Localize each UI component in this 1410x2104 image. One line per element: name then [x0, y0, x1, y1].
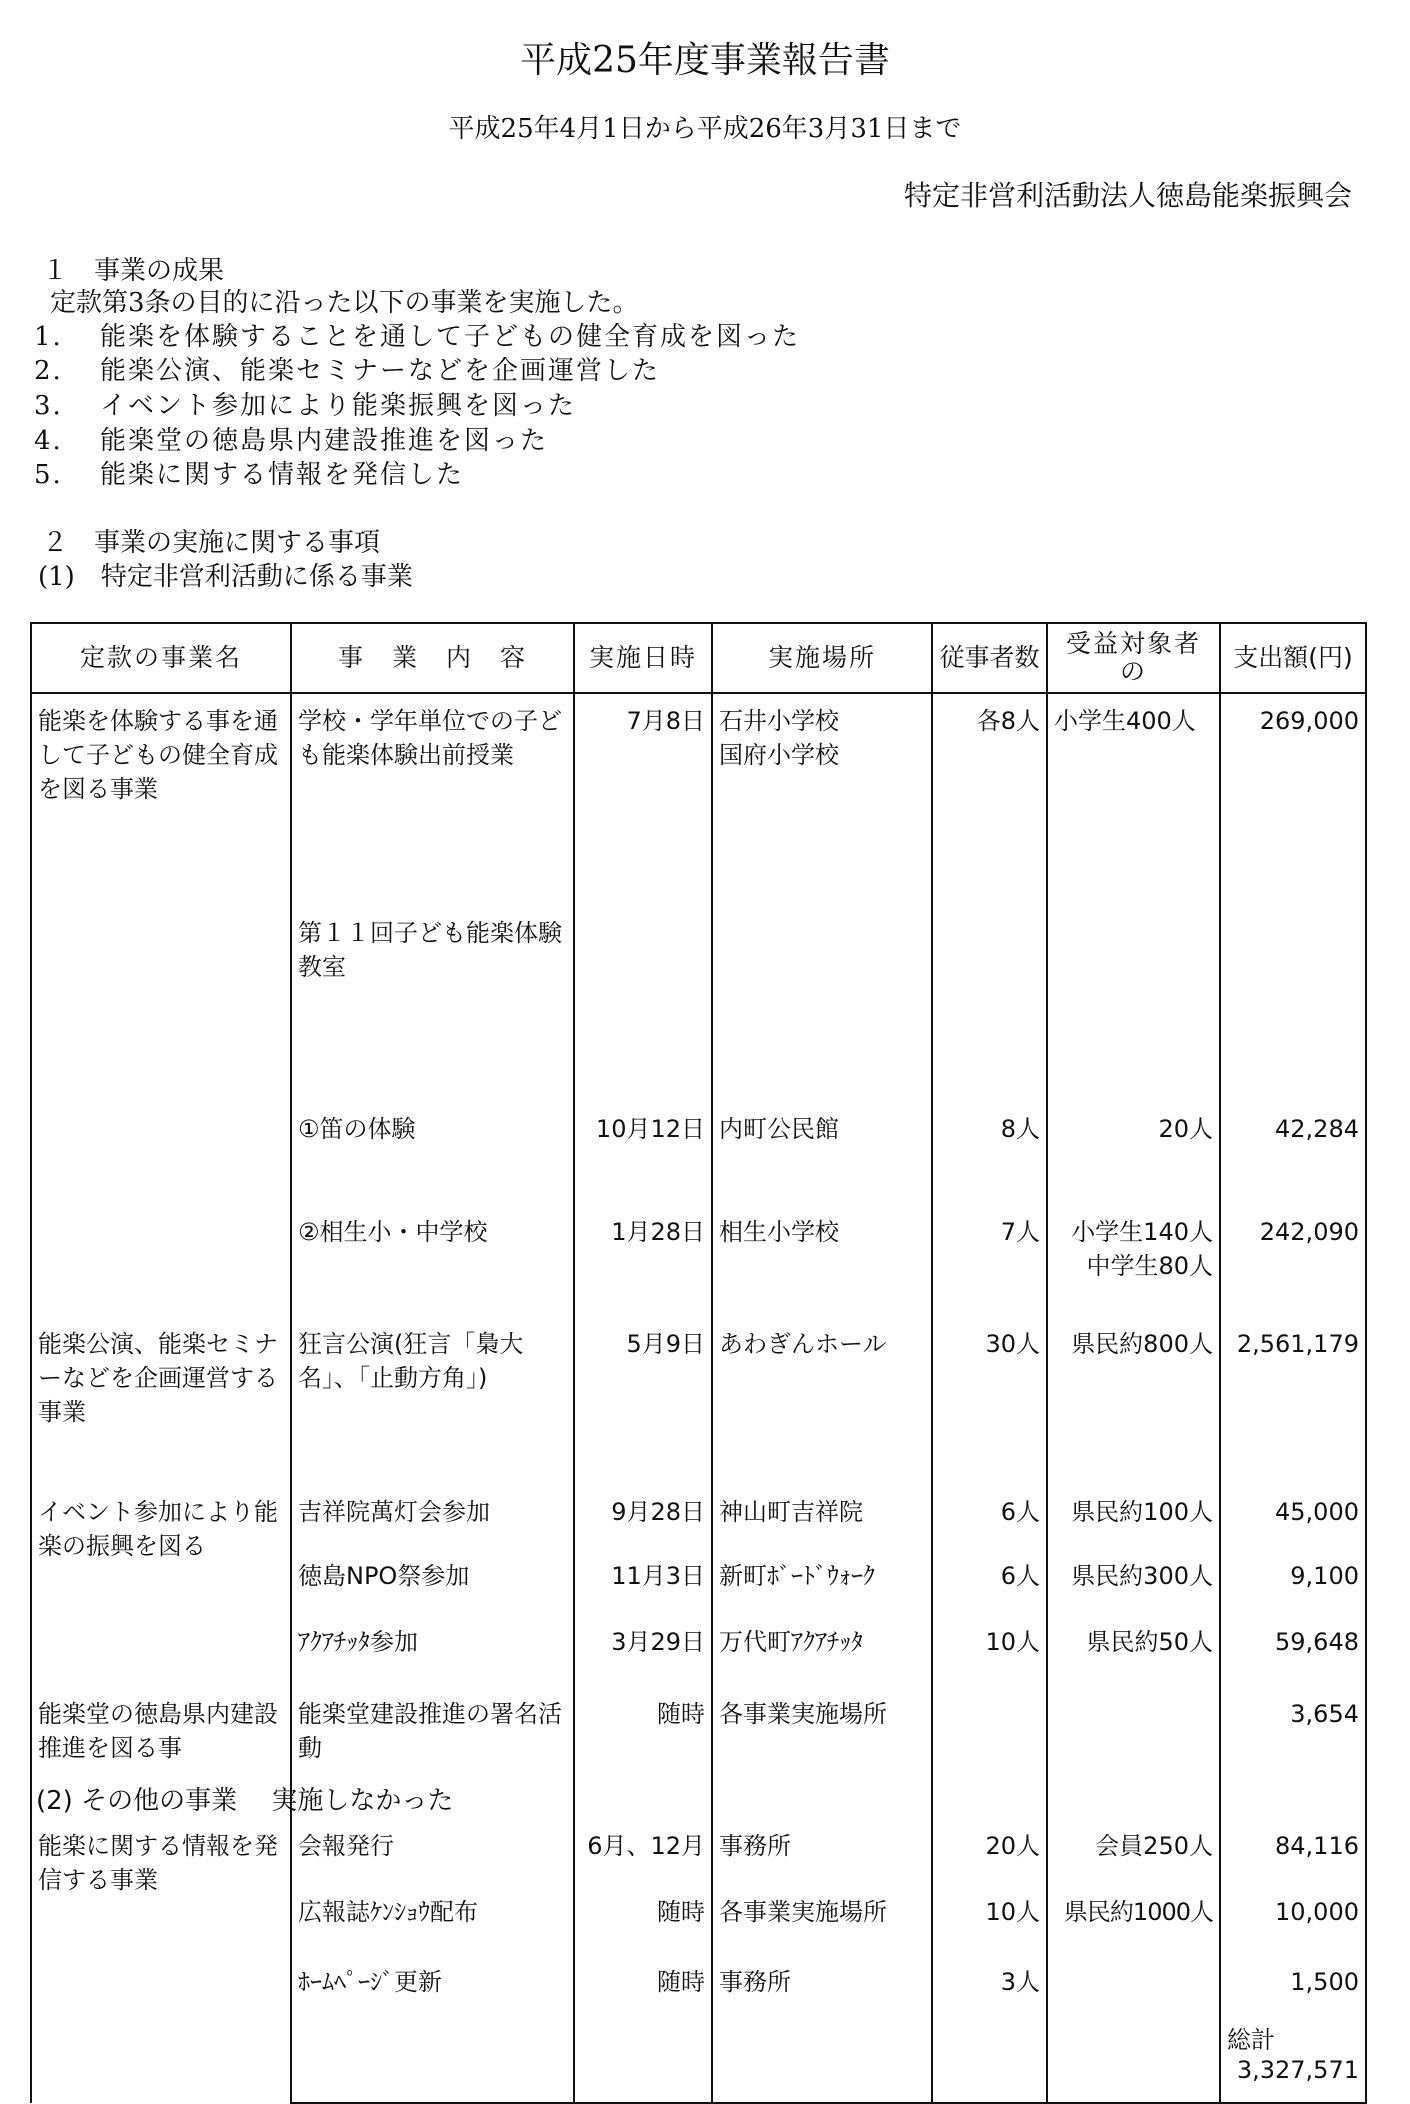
beneficiaries-cell — [1047, 1963, 1220, 2023]
beneficiaries-cell: 県民約800人 — [1047, 1325, 1220, 1493]
date-cell: 5月9日 — [574, 1325, 712, 1493]
staff-cell: 各8人 — [932, 693, 1047, 914]
content-cell: ②相生小・中学校 — [291, 1213, 574, 1325]
beneficiaries-cell: 小学生140人 中学生80人 — [1047, 1213, 1220, 1325]
place-cell: 万代町ｱｸｱﾁｯﾀ — [712, 1623, 932, 1695]
place-cell: 新町ﾎﾞｰﾄﾞｳｫｰｸ — [712, 1557, 932, 1623]
staff-cell: 30人 — [932, 1325, 1047, 1493]
header-date: 実施日時 — [574, 623, 712, 693]
date-cell: 随時 — [574, 1893, 712, 1963]
content-cell: ｱｸｱﾁｯﾀ参加 — [291, 1623, 574, 1695]
table-row — [31, 693, 1366, 914]
total-value: 3,327,571 — [1236, 2056, 1359, 2084]
cost-cell: 59,648 — [1220, 1623, 1366, 1695]
content-cell: 学校・学年単位での子ども能楽体験出前授業 — [291, 693, 574, 914]
staff-cell — [932, 1695, 1047, 1827]
staff-cell: 8人 — [932, 1110, 1047, 1213]
place-cell: 神山町吉祥院 — [712, 1493, 932, 1557]
staff-cell: 7人 — [932, 1213, 1047, 1325]
cost-cell: 2,561,179 — [1220, 1325, 1366, 1493]
staff-cell: 3人 — [932, 1963, 1047, 2023]
table-row — [31, 1827, 1366, 1893]
header-project-name: 定款の事業名 — [31, 623, 291, 693]
place-cell: 事務所 — [712, 1827, 932, 1893]
result-item: 4. 能楽堂の徳島県内建設推進を図った — [34, 426, 549, 456]
project-name: 能楽を体験する事を通して子どもの健全育成を図る事業 — [31, 693, 291, 1325]
cost-cell: 269,000 — [1220, 693, 1366, 914]
report-period: 平成25年4月1日から平成26年3月31日まで — [448, 114, 962, 144]
cost-cell: 42,284 — [1220, 1110, 1366, 1213]
staff-cell: 20人 — [932, 1827, 1047, 1893]
content-cell: 広報誌ｹﾝｼｮｳ配布 — [291, 1893, 574, 1963]
cost-cell: 84,116 — [1220, 1827, 1366, 1893]
total-label: 総計 — [1227, 2026, 1275, 2054]
cost-cell — [1220, 914, 1366, 1110]
result-item: 1. 能楽を体験することを通して子どもの健全育成を図った — [34, 322, 801, 352]
date-cell: 1月28日 — [574, 1213, 712, 1325]
staff-cell: 10人 — [932, 1893, 1047, 1963]
beneficiaries-cell: 小学生400人 — [1047, 693, 1220, 914]
beneficiaries-cell: 県民約100人 — [1047, 1493, 1220, 1557]
place-cell: 各事業実施場所 — [712, 1893, 932, 1963]
content-cell: 会報発行 — [291, 1827, 574, 1893]
cost-cell: 242,090 — [1220, 1213, 1366, 1325]
cost-cell: 1,500 — [1220, 1963, 1366, 2023]
section2-sub1: (1) 特定非営利活動に係る事業 — [38, 562, 413, 592]
staff-cell: 10人 — [932, 1623, 1047, 1695]
section1-intro: 定款第3条の目的に沿った以下の事業を実施した。 — [50, 288, 639, 318]
date-cell: 3月29日 — [574, 1623, 712, 1695]
header-staff: 従事者数 — [932, 623, 1047, 693]
section1-heading: １ 事業の成果 — [42, 256, 225, 286]
header-place: 実施場所 — [712, 623, 932, 693]
project-name: 能楽公演、能楽セミナーなどを企画運営する事業 — [31, 1325, 291, 1493]
beneficiaries-cell: 県民約300人 — [1047, 1557, 1220, 1623]
table-header-row — [31, 623, 1366, 693]
cost-cell: 9,100 — [1220, 1557, 1366, 1623]
section2-sub2: (2) その他の事業 実施しなかった — [36, 1786, 454, 1816]
content-cell: ①笛の体験 — [291, 1110, 574, 1213]
beneficiaries-cell — [1047, 1695, 1220, 1827]
date-cell: 11月3日 — [574, 1557, 712, 1623]
table-row — [31, 1325, 1366, 1493]
section2-heading: ２ 事業の実施に関する事項 — [42, 528, 381, 558]
content-cell: ﾎｰﾑﾍﾟｰｼﾞ更新 — [291, 1963, 574, 2023]
place-cell: 事務所 — [712, 1963, 932, 2023]
beneficiaries-cell — [1047, 914, 1220, 1110]
report-table — [30, 622, 1367, 2104]
beneficiaries-cell: 会員250人 — [1047, 1827, 1220, 1893]
date-cell: 7月8日 — [574, 693, 712, 914]
project-name: 能楽に関する情報を発信する事業 — [31, 1827, 291, 2103]
place-cell: あわぎんホール — [712, 1325, 932, 1493]
date-cell: 6月、12月 — [574, 1827, 712, 1893]
beneficiaries-cell: 県民約50人 — [1047, 1623, 1220, 1695]
place-cell: 石井小学校 国府小学校 — [712, 693, 932, 914]
date-cell: 随時 — [574, 1963, 712, 2023]
cost-cell: 3,654 — [1220, 1695, 1366, 1827]
staff-cell — [932, 914, 1047, 1110]
place-cell: 相生小学校 — [712, 1213, 932, 1325]
staff-cell: 6人 — [932, 1493, 1047, 1557]
project-name: イベント参加により能楽の振興を図る — [31, 1493, 291, 1695]
header-content: 事 業 内 容 — [291, 623, 574, 693]
result-item: 5. 能楽に関する情報を発信した — [34, 460, 465, 490]
date-cell: 9月28日 — [574, 1493, 712, 1557]
page-title: 平成25年度事業報告書 — [520, 40, 890, 81]
organization-name: 特定非営利活動法人徳島能楽振興会 — [903, 179, 1352, 212]
project-name: 能楽堂の徳島県内建設推進を図る事 — [31, 1695, 291, 1827]
header-beneficiaries: 受益対象者の — [1047, 623, 1220, 693]
content-cell: 第１１回子ども能楽体験教室 — [291, 914, 574, 1110]
date-cell: 10月12日 — [574, 1110, 712, 1213]
date-cell — [574, 914, 712, 1110]
place-cell — [712, 914, 932, 1110]
content-cell: 狂言公演(狂言「梟大名」、「止動方角」) — [291, 1325, 574, 1493]
header-cost: 支出額(円) — [1220, 623, 1366, 693]
content-cell: 吉祥院萬灯会参加 — [291, 1493, 574, 1557]
beneficiaries-cell: 県民約1000人 — [1047, 1893, 1220, 1963]
place-cell: 各事業実施場所 — [712, 1695, 932, 1827]
table-row — [31, 1493, 1366, 1557]
total-cell — [1220, 2023, 1366, 2103]
staff-cell: 6人 — [932, 1557, 1047, 1623]
place-cell: 内町公民館 — [712, 1110, 932, 1213]
beneficiaries-cell: 20人 — [1047, 1110, 1220, 1213]
content-cell: 徳島NPO祭参加 — [291, 1557, 574, 1623]
cost-cell: 45,000 — [1220, 1493, 1366, 1557]
cost-cell: 10,000 — [1220, 1893, 1366, 1963]
result-item: 2. 能楽公演、能楽セミナーなどを企画運営した — [34, 356, 661, 386]
content-cell: 能楽堂建設推進の署名活動 — [291, 1695, 574, 1827]
date-cell: 随時 — [574, 1695, 712, 1827]
result-item: 3. イベント参加により能楽振興を図った — [34, 391, 577, 421]
